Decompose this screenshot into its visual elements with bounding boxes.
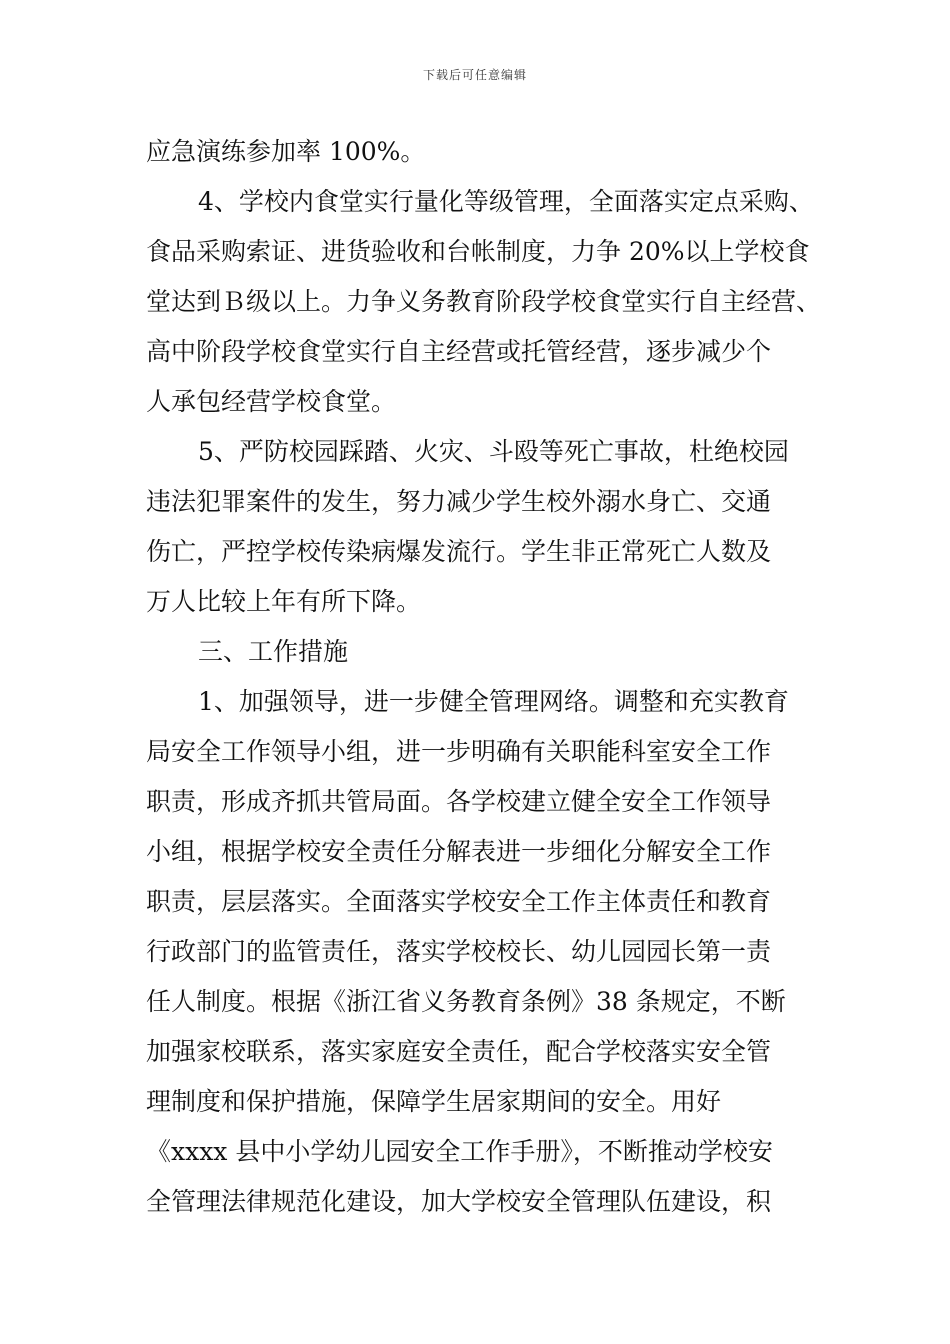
page-header-note: 下载后可任意编辑	[422, 68, 527, 82]
paragraph-line: 人承包经营学校食堂。	[146, 387, 397, 416]
paragraph-line: 小组，根据学校安全责任分解表进一步细化分解安全工作	[146, 837, 772, 866]
paragraph-line: 局安全工作领导小组，进一步明确有关职能科室安全工作	[146, 737, 772, 766]
paragraph-line: 任人制度。根据《浙江省义务教育条例》38 条规定，不断	[146, 987, 786, 1016]
section-heading: 三、工作措施	[198, 637, 349, 666]
paragraph-line: 4、学校内食堂实行量化等级管理，全面落实定点采购、	[198, 187, 814, 216]
paragraph-line: 5、严防校园踩踏、火灾、斗殴等死亡事故，杜绝校园	[198, 437, 789, 466]
paragraph-line: 食品采购索证、进货验收和台帐制度，力争 20%以上学校食	[146, 237, 810, 266]
document-body	[146, 127, 826, 1227]
paragraph-line: 职责，形成齐抓共管局面。各学校建立健全安全工作领导	[146, 787, 772, 816]
paragraph-line: 《xxxx 县中小学幼儿园安全工作手册》，不断推动学校安	[146, 1137, 773, 1166]
paragraph-line: 应急演练参加率 100%。	[146, 137, 426, 166]
paragraph-line: 职责，层层落实。全面落实学校安全工作主体责任和教育	[146, 887, 772, 916]
paragraph-line: 1、加强领导，进一步健全管理网络。调整和充实教育	[198, 687, 789, 716]
paragraph-line: 万人比较上年有所下降。	[146, 587, 422, 616]
paragraph-line: 全管理法律规范化建设，加大学校安全管理队伍建设，积	[146, 1187, 772, 1216]
paragraph-line: 加强家校联系，落实家庭安全责任，配合学校落实安全管	[146, 1037, 772, 1066]
paragraph-line: 理制度和保护措施，保障学生居家期间的安全。用好	[146, 1087, 722, 1116]
paragraph-line: 堂达到Ｂ级以上。力争义务教育阶段学校食堂实行自主经营、	[146, 287, 822, 316]
paragraph-line: 高中阶段学校食堂实行自主经营或托管经营，逐步减少个	[146, 337, 772, 366]
paragraph-line: 伤亡，严控学校传染病爆发流行。学生非正常死亡人数及	[146, 537, 772, 566]
paragraph-line: 行政部门的监管责任，落实学校校长、幼儿园园长第一责	[146, 937, 772, 966]
paragraph-line: 违法犯罪案件的发生，努力减少学生校外溺水身亡、交通	[146, 487, 772, 516]
